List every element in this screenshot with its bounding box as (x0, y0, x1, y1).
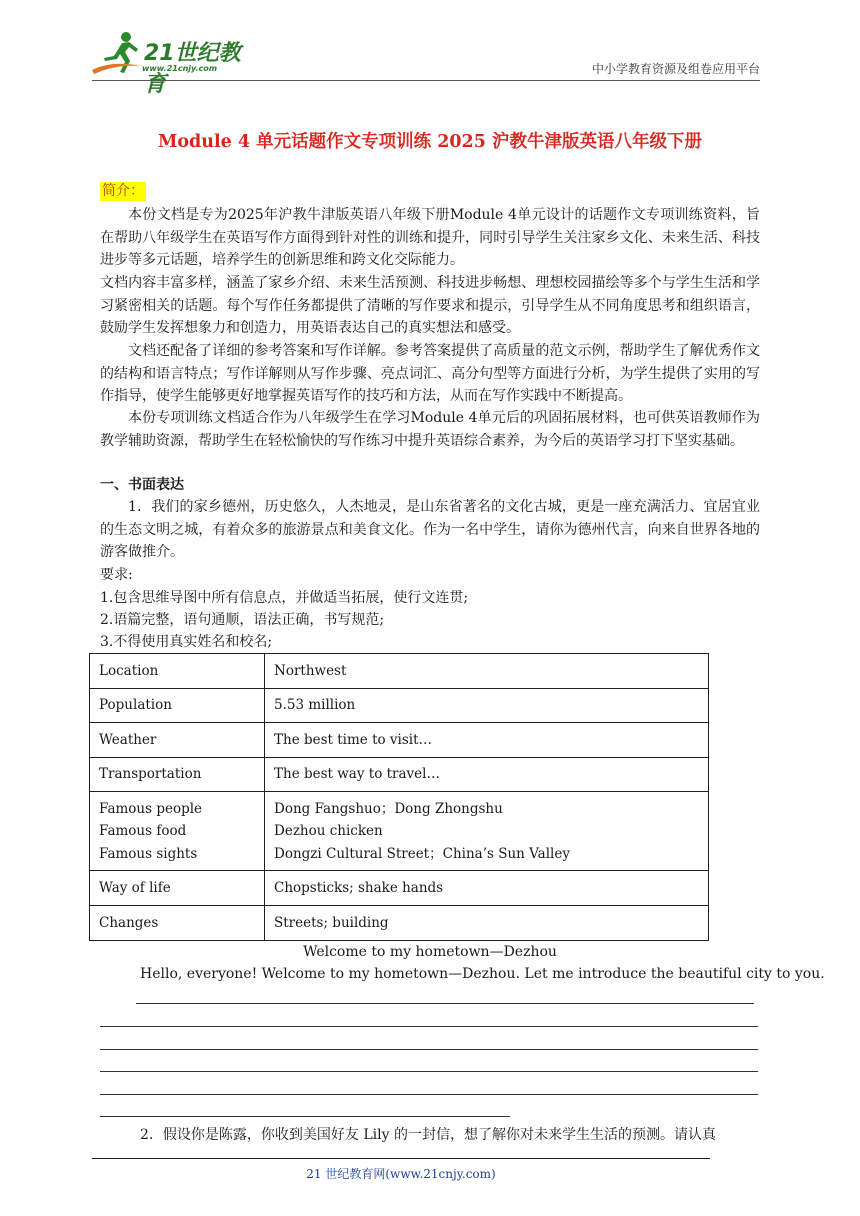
section-heading: 一、书面表达 (100, 477, 184, 493)
essay-opening: Hello, everyone! Welcome to my hometown—Dezhou. Let me introduce the beautiful city to you. (140, 966, 825, 982)
table-row (90, 688, 709, 723)
logo (92, 30, 262, 97)
table-value: Chopsticks; shake hands (265, 871, 709, 906)
info-table (89, 653, 709, 941)
table-value-line: Dezhou chicken (274, 823, 383, 840)
platform-label: 中小学教育资源及组卷应用平台 (591, 62, 760, 76)
intro-paragraph-3: 文档还配备了详细的参考答案和写作详解。参考答案提供了高质量的范文示例，帮助学生了解优秀作文的结构和语言特点；写作详解则从写作步骤、亮点词汇、高分句型等方面进行分析，为学生提供了实用的写作指导，使学生能够更好地掌握英语写作的技巧和方法，从而在写作实践中不断提高。 (100, 343, 760, 405)
writing-line (100, 1049, 758, 1050)
runner-logo-icon (92, 30, 144, 76)
document-title: Module 4 单元话题作文专项训练 2025 沪教牛津版英语八年级下册 (157, 132, 703, 152)
requirement-3: 3.不得使用真实姓名和校名; (100, 634, 273, 650)
intro-paragraph-1: 本份文档是专为2025年沪教牛津版英语八年级下册Module 4单元设计的话题作文专项训练资料，旨在帮助八年级学生在英语写作方面得到针对性的训练和提升，同时引导学生关注家乡文化、未来生活、科技进步等多元话题，培养学生的创新思维和跨文化交际能力。 (100, 207, 760, 269)
writing-line (100, 1094, 758, 1095)
footer-text: 21 世纪教育网(www.21cnjy.com) (306, 1167, 496, 1181)
table-key: Changes (90, 905, 265, 940)
table-key: Transportation (90, 757, 265, 792)
table-value (265, 792, 709, 871)
table-row (90, 757, 709, 792)
table-row (90, 905, 709, 940)
table-value: Northwest (265, 654, 709, 689)
table-value: The best time to visit… (265, 723, 709, 758)
table-row (90, 723, 709, 758)
table-row (90, 792, 709, 871)
header-divider (92, 80, 760, 81)
logo-text: 21世纪教育 (144, 41, 241, 97)
table-key: Population (90, 688, 265, 723)
intro-paragraph-4: 本份专项训练文档适合作为八年级学生在学习Module 4单元后的巩固拓展材料，也可供英语教师作为教学辅助资源，帮助学生在轻松愉快的写作练习中提升英语综合素养，为今后的英语学习打下坚实基础。 (100, 410, 760, 449)
writing-line (100, 1026, 758, 1027)
logo-url: www.21cnjy.com (142, 64, 218, 73)
question-2-prompt: 2．假设你是陈露，你收到美国好友 Lily 的一封信，想了解你对未来学生生活的预测。请认真 (140, 1127, 716, 1143)
requirements-label: 要求: (100, 567, 133, 583)
footer-divider (92, 1158, 710, 1159)
table-key (90, 792, 265, 871)
table-value: 5.53 million (265, 688, 709, 723)
writing-line (100, 1116, 510, 1117)
question-1-prompt: 1．我们的家乡德州，历史悠久，人杰地灵，是山东省著名的文化古城，更是一座充满活力、宜居宜业的生态文明之城，有着众多的旅游景点和美食文化。作为一名中学生，请你为德州代言，向来自世界各地的游客做推介。 (100, 499, 760, 561)
writing-line (100, 1071, 758, 1072)
requirement-1: 1.包含思维导图中所有信息点，并做适当拓展，使行文连贯; (100, 590, 469, 606)
table-key-line: Famous sights (99, 845, 198, 862)
essay-title: Welcome to my hometown—Dezhou (303, 944, 557, 960)
intro-label: 简介： (102, 183, 144, 199)
intro-paragraph-2: 文档内容丰富多样，涵盖了家乡介绍、未来生活预测、科技进步畅想、理想校园描绘等多个与学生生活和学习紧密相关的话题。每个写作任务都提供了清晰的写作要求和提示，引导学生从不同角度思考和组织语言，鼓励学生发挥想象力和创造力，用英语表达自己的真实想法和感受。 (100, 275, 760, 337)
table-value: The best way to travel… (265, 757, 709, 792)
table-key: Weather (90, 723, 265, 758)
table-key: Location (90, 654, 265, 689)
table-value: Streets; building (265, 905, 709, 940)
table-value-line: Dong Fangshuo；Dong Zhongshu (274, 800, 503, 817)
requirement-2: 2.语篇完整，语句通顺，语法正确，书写规范; (100, 612, 385, 628)
table-row (90, 654, 709, 689)
table-row (90, 871, 709, 906)
table-key-line: Famous food (99, 823, 187, 840)
table-value-line: Dongzi Cultural Street；China’s Sun Valley (274, 845, 570, 862)
table-key: Way of life (90, 871, 265, 906)
table-key-line: Famous people (99, 800, 203, 817)
page-header (92, 30, 760, 97)
writing-line (136, 1003, 754, 1004)
